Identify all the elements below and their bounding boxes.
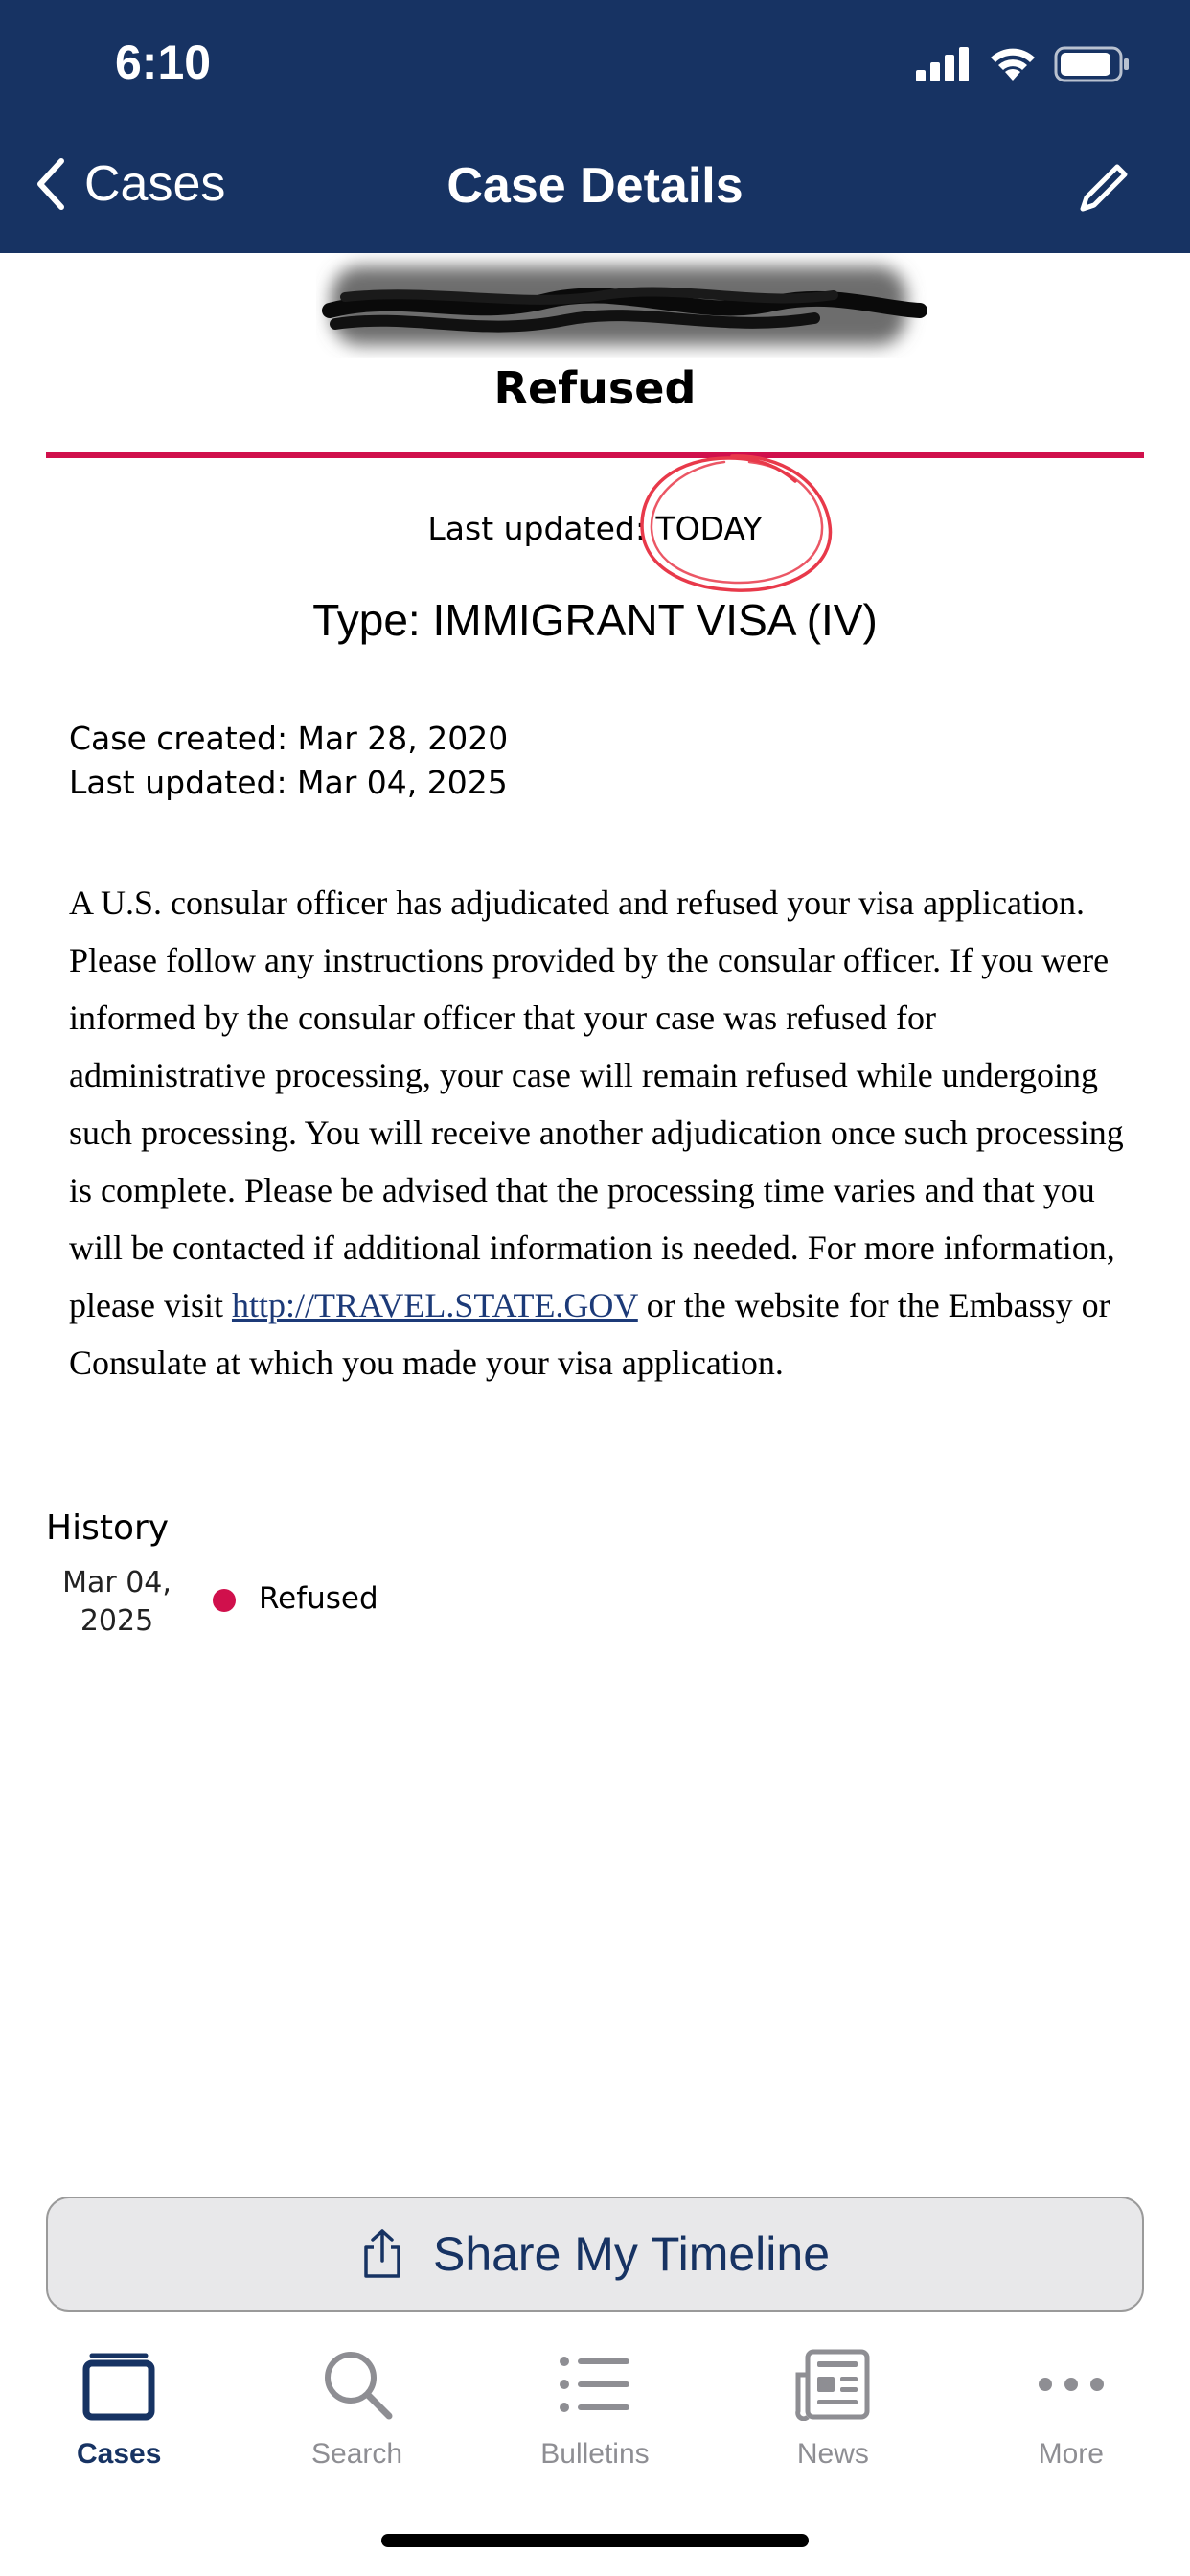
header [0, 0, 1190, 253]
page-title: Case Details [446, 158, 744, 214]
case-created-date: Case created: Mar 28, 2020 [69, 720, 509, 757]
history-date-line1: Mar 04, [62, 1566, 172, 1599]
message-text-after-link: or the website for the Embassy or Consulate at which you made your visa application. [69, 1286, 1110, 1382]
home-indicator[interactable] [381, 2534, 809, 2547]
share-timeline-button[interactable] [46, 2196, 1144, 2312]
wifi-icon [989, 46, 1037, 82]
share-timeline-label: Share My Timeline [432, 2227, 831, 2281]
battery-icon [1054, 45, 1131, 83]
tab-more-label: More [1038, 2438, 1104, 2470]
tab-cases[interactable] [0, 2338, 238, 2472]
tab-bar [0, 2338, 1190, 2472]
case-updated-date: Last updated: Mar 04, 2025 [69, 764, 508, 801]
share-icon [360, 2228, 404, 2280]
tab-search-label: Search [311, 2438, 403, 2470]
list-icon [559, 2354, 631, 2415]
case-dates [69, 717, 508, 805]
cases-icon [80, 2346, 157, 2423]
tab-cases-label: Cases [76, 2438, 162, 2470]
visa-type: Type: IMMIGRANT VISA (IV) [312, 595, 878, 645]
tab-more[interactable] [952, 2338, 1190, 2472]
news-icon [794, 2348, 871, 2421]
status-message [69, 874, 1133, 1392]
history-status-dot [213, 1589, 236, 1612]
status-icons [916, 44, 1131, 84]
pencil-icon[interactable] [1075, 161, 1129, 217]
tab-bulletins[interactable] [476, 2338, 714, 2472]
message-text-before-link: A U.S. consular officer has adjudicated and refused your visa application. Please follow any instructions provided by the consular officer. If you were informed by the consular officer that your case was refused for administrative processing, your case will remain refused while undergoing such processing. You will receive another adjudication once such processing is complete. Please be advised that the processing time varies and that you will be contacted if additional information is needed. For more information, please visit [69, 884, 1124, 1324]
more-icon [1038, 2377, 1105, 2392]
tab-search[interactable] [238, 2338, 475, 2472]
history-date-line2: 2025 [80, 1604, 154, 1638]
today-annotation-circle [636, 448, 839, 598]
search-icon [320, 2347, 395, 2422]
case-status-title: Refused [493, 362, 697, 414]
tab-bulletins-label: Bulletins [540, 2438, 650, 2470]
last-updated-label: Last updated: TODAY [427, 510, 763, 547]
tab-news-label: News [796, 2438, 869, 2470]
status-divider [46, 452, 1144, 458]
history-entry-status: Refused [259, 1581, 378, 1616]
back-label: Cases [84, 156, 226, 212]
history-entry-date [59, 1564, 174, 1641]
tab-news[interactable] [714, 2338, 951, 2472]
travel-state-gov-link[interactable]: http://TRAVEL.STATE.GOV [231, 1286, 638, 1324]
signal-icon [916, 47, 972, 81]
status-time: 6:10 [115, 35, 212, 89]
redacted-case-number [316, 253, 929, 358]
history-heading: History [46, 1508, 170, 1548]
